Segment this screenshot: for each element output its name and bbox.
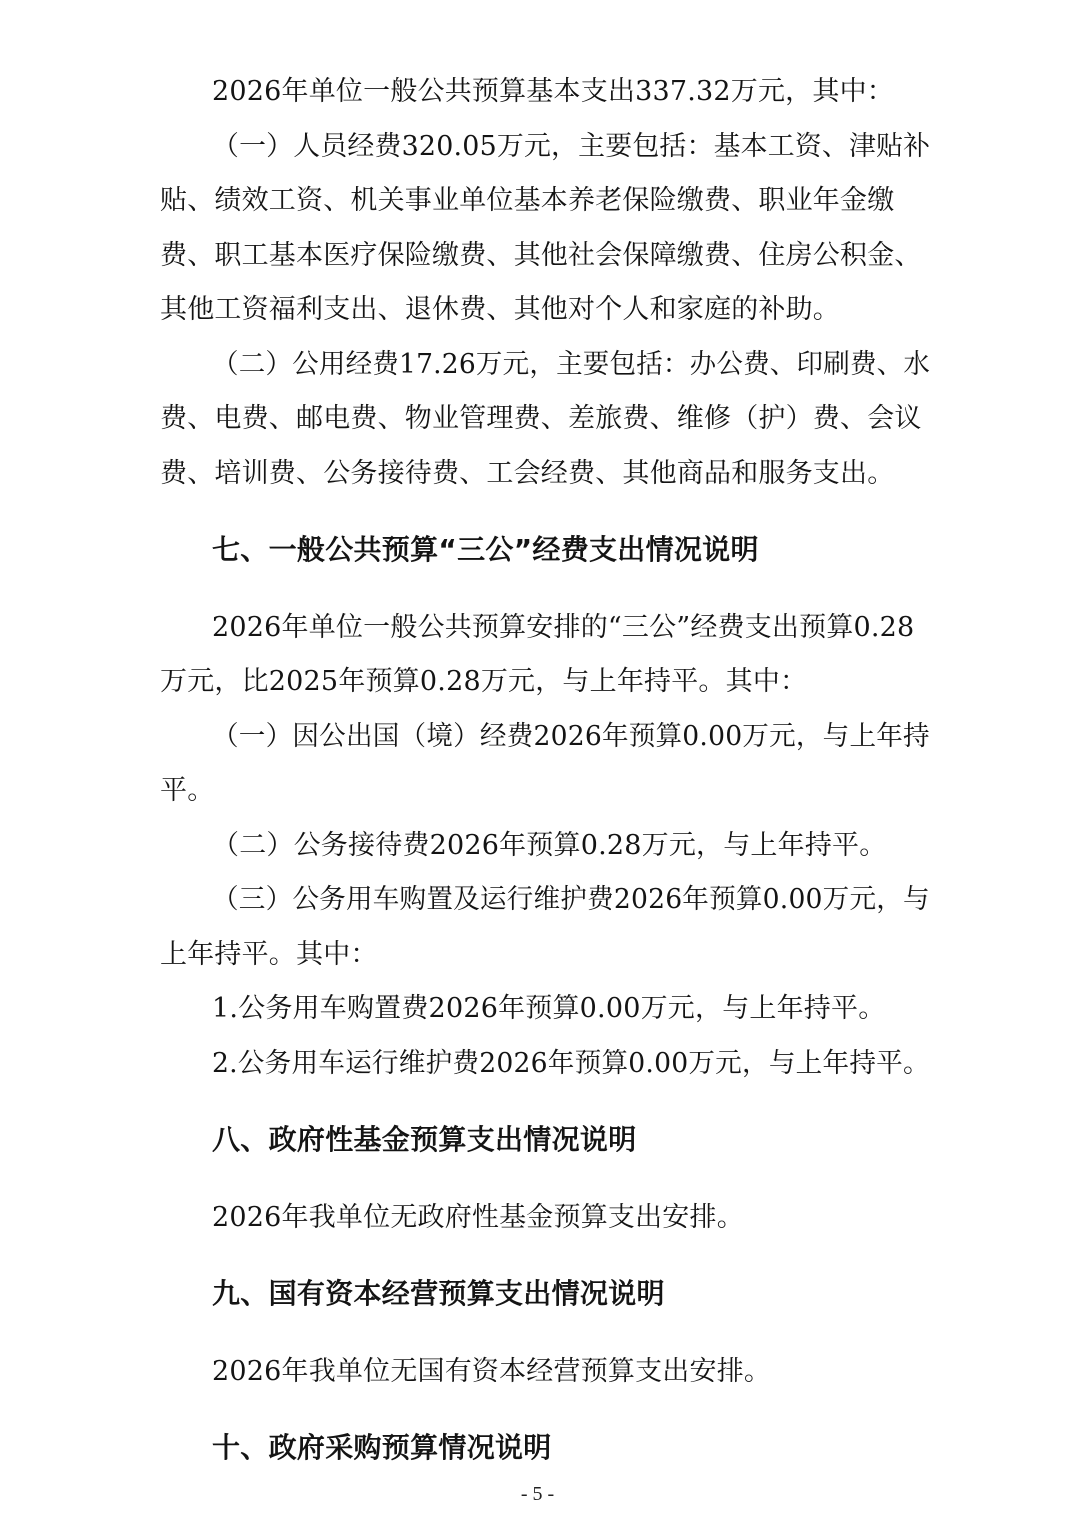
paragraph-overseas-travel: （一）因公出国（境）经费2026年预算0.00万元，与上年持: [212, 721, 930, 752]
paragraph-official-vehicles: （三）公务用车购置及运行维护费2026年预算0.00万元，与: [212, 884, 930, 915]
paragraph-personnel-cost-cont: 其他工资福利支出、退休费、其他对个人和家庭的补助。: [160, 294, 840, 325]
page-number: - 5 -: [520, 1483, 555, 1505]
paragraph-overseas-travel-cont: 平。: [160, 775, 215, 806]
paragraph-basic-expenditure: 2026年单位一般公共预算基本支出337.32万元，其中：: [212, 76, 894, 107]
paragraph-public-cost-cont: 费、培训费、公务接待费、工会经费、其他商品和服务支出。: [160, 458, 895, 489]
paragraph-personnel-cost: （一）人员经费320.05万元，主要包括：基本工资、津贴补: [212, 131, 931, 162]
list-item-vehicle-operation: 2.公务用车运行维护费2026年预算0.00万元，与上年持平。: [212, 1048, 930, 1079]
paragraph-public-cost-cont: 费、电费、邮电费、物业管理费、差旅费、维修（护）费、会议: [160, 403, 922, 434]
section-heading-ten: 十、政府采购预算情况说明: [212, 1431, 552, 1464]
section-heading-nine: 九、国有资本经营预算支出情况说明: [212, 1277, 665, 1310]
section-heading-seven: 七、一般公共预算“三公”经费支出情况说明: [212, 533, 759, 566]
section-heading-eight: 八、政府性基金预算支出情况说明: [212, 1123, 637, 1156]
list-item-vehicle-purchase: 1.公务用车购置费2026年预算0.00万元，与上年持平。: [212, 993, 886, 1024]
paragraph-state-capital: 2026年我单位无国有资本经营预算支出安排。: [212, 1356, 772, 1387]
paragraph-official-reception: （二）公务接待费2026年预算0.28万元，与上年持平。: [212, 830, 887, 861]
paragraph-official-vehicles-cont: 上年持平。其中：: [160, 939, 378, 970]
paragraph-government-fund: 2026年我单位无政府性基金预算支出安排。: [212, 1202, 744, 1233]
paragraph-personnel-cost-cont: 费、职工基本医疗保险缴费、其他社会保障缴费、住房公积金、: [160, 240, 922, 271]
paragraph-public-cost: （二）公用经费17.26万元，主要包括：办公费、印刷费、水: [212, 349, 931, 380]
paragraph-personnel-cost-cont: 贴、绩效工资、机关事业单位基本养老保险缴费、职业年金缴: [160, 185, 895, 216]
paragraph-three-public-total-cont: 万元，比2025年预算0.28万元，与上年持平。其中：: [160, 666, 808, 697]
paragraph-three-public-total: 2026年单位一般公共预算安排的“三公”经费支出预算0.28: [212, 612, 915, 643]
